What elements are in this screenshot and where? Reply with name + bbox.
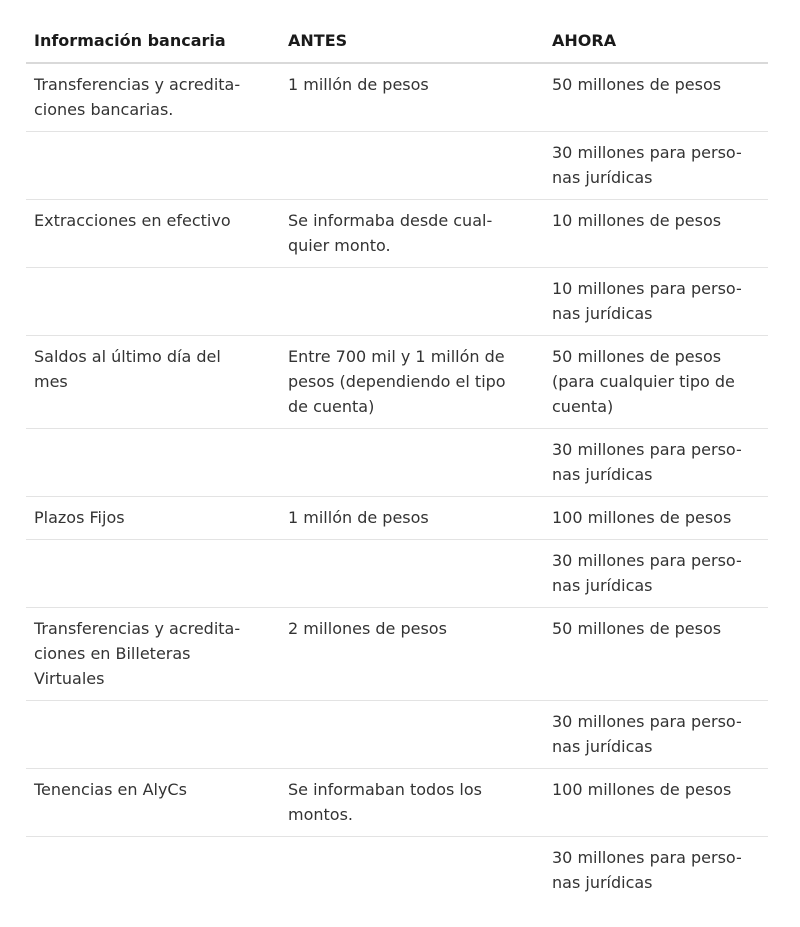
table-header — [26, 22, 768, 63]
cell-informacion-bancaria — [26, 701, 280, 769]
cell-ahora: 10 millones para perso- nas jurídicas — [544, 268, 768, 336]
table-body — [26, 63, 768, 904]
table-row — [26, 63, 768, 132]
cell-informacion-bancaria — [26, 268, 280, 336]
cell-antes — [280, 837, 544, 905]
cell-ahora: 30 millones para perso- nas jurídicas — [544, 701, 768, 769]
cell-informacion-bancaria — [26, 540, 280, 608]
banking-info-table — [26, 22, 768, 904]
cell-informacion-bancaria — [26, 837, 280, 905]
cell-informacion-bancaria: Extracciones en efectivo — [26, 200, 280, 268]
cell-ahora: 100 millones de pesos — [544, 497, 768, 540]
table-row — [26, 336, 768, 429]
cell-antes: 2 millones de pesos — [280, 608, 544, 701]
cell-antes — [280, 268, 544, 336]
cell-informacion-bancaria: Tenencias en AlyCs — [26, 769, 280, 837]
header-row — [26, 22, 768, 63]
cell-ahora: 30 millones para perso- nas jurídicas — [552, 848, 742, 892]
cell-antes — [280, 701, 544, 769]
cell-ahora: 30 millones para perso- nas jurídicas — [544, 540, 768, 608]
header-ahora: AHORA — [544, 22, 768, 63]
cell-ahora: 30 millones para perso- nas jurídicas — [544, 132, 768, 200]
table-row — [26, 429, 768, 497]
table-row — [26, 497, 768, 540]
cell-ahora: 100 millones de pesos — [544, 769, 768, 837]
cell-antes: Se informaba desde cual- quier monto. — [280, 200, 544, 268]
table-row — [26, 837, 768, 905]
cell-ahora: 50 millones de pesos — [544, 608, 768, 701]
header-antes: ANTES — [280, 22, 544, 63]
cell-antes: Se informaban todos los montos. — [280, 769, 544, 837]
cell-ahora: 50 millones de pesos (para cualquier tipo de cuenta) — [544, 336, 768, 429]
table-row — [26, 268, 768, 336]
table-row — [26, 769, 768, 837]
table-row — [26, 540, 768, 608]
cell-antes: 1 millón de pesos — [280, 63, 544, 132]
table-row — [26, 132, 768, 200]
cell-antes: Entre 700 mil y 1 millón de pesos (dependiendo el tipo de cuenta) — [280, 336, 544, 429]
cell-ahora: 10 millones de pesos — [544, 200, 768, 268]
cell-informacion-bancaria: Transferencias y acredita- ciones en Billeteras Virtuales — [26, 608, 280, 701]
cell-informacion-bancaria: Transferencias y acredita- ciones bancarias. — [26, 63, 280, 132]
cell-antes — [280, 540, 544, 608]
table-row — [26, 200, 768, 268]
cell-informacion-bancaria — [26, 132, 280, 200]
cell-informacion-bancaria: Saldos al último día del mes — [26, 336, 280, 429]
table-row — [26, 701, 768, 769]
cell-antes — [280, 132, 544, 200]
table-row — [26, 608, 768, 701]
cell-ahora: 50 millones de pesos — [544, 63, 768, 132]
cell-informacion-bancaria: Plazos Fijos — [26, 497, 280, 540]
cell-ahora: 30 millones para perso- nas jurídicas — [544, 429, 768, 497]
cell-informacion-bancaria — [26, 429, 280, 497]
header-informacion-bancaria: Información bancaria — [26, 22, 280, 63]
cell-antes — [280, 429, 544, 497]
cell-antes: 1 millón de pesos — [280, 497, 544, 540]
